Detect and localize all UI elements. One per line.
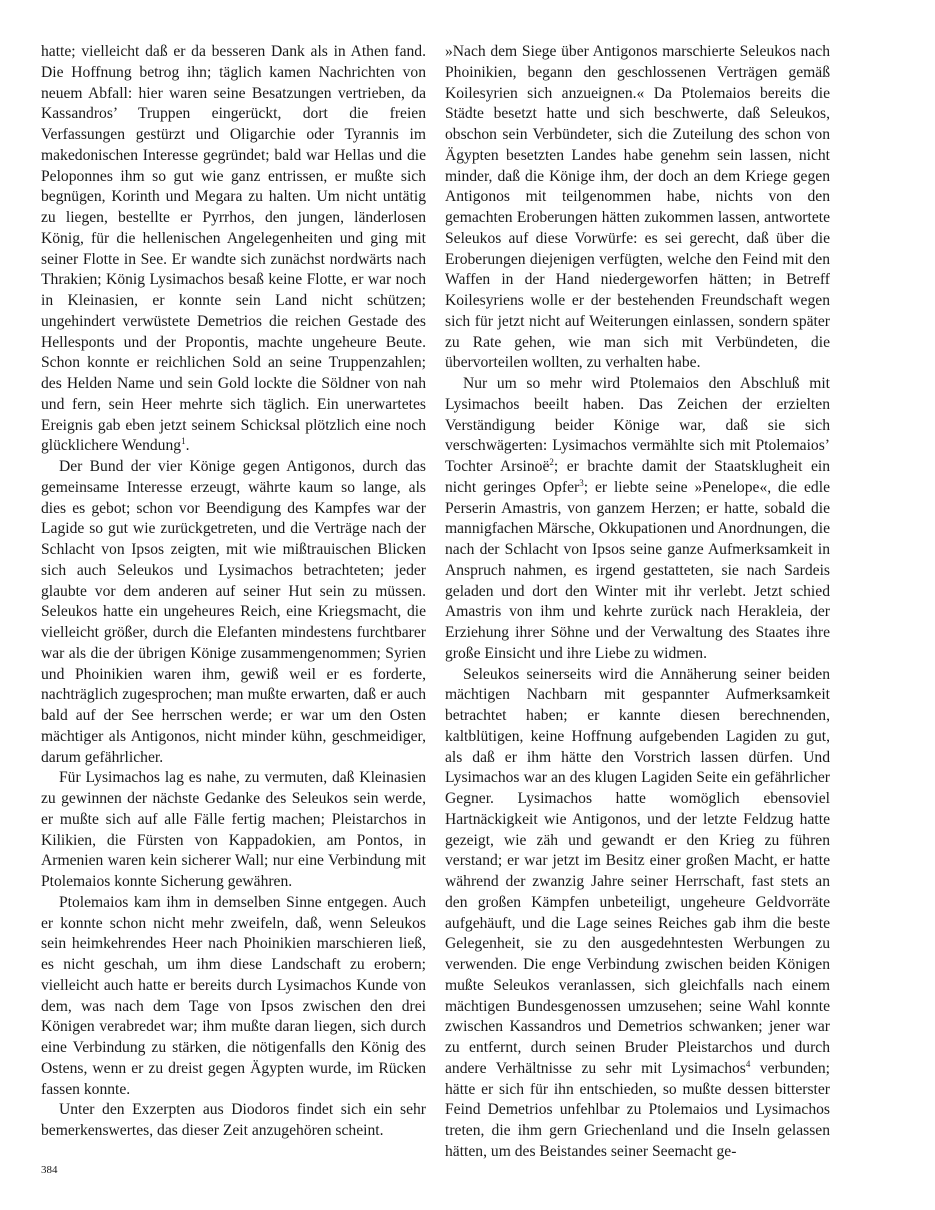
right-text-column — [445, 42, 830, 1163]
paragraph: Unter den Exzerpten aus Diodoros findet sich ein sehr bemerkenswertes, das dieser Zeit anzugehören scheint. — [41, 1101, 426, 1139]
paragraph: »Nach dem Siege über Antigonos marschierte Seleukos nach Phoinikien, begann den geschlossenen Verträgen gemäß Koilesyrien sich anzueignen.« Da Ptolemaios bereits die Städte besetzt hatte und sich beschwerte, daß Seleukos, obschon sein Verbündeter, sich die Zuteilung des schon von Ägypten besetzten Landes habe genehm sein lassen, nicht minder, daß die Könige ihm, der doch an dem Kriege gegen Antigonos mit teilgenommen habe, nichts von den gemachten Eroberungen hätten zukommen lassen, antwortete Seleukos auf diese Vorwürfe: es sei gerecht, daß über die Eroberungen diejenigen verfügten, welche den Feind mit den Waffen in der Hand niedergeworfen hätten; in Betreff Koilesyriens wolle er der bestehenden Freundschaft wegen sich für jetzt nicht auf Weiterungen einlassen, sondern später zu Rate gehen, wie man sich mit Verbündeten, die übervorteilen wollten, zu verhalten habe. — [445, 43, 830, 372]
paragraph: Seleukos seinerseits wird die Annäherung seiner beiden mächtigen Nachbarn mit gespannter Aufmerksamkeit betrachtet haben; er kannte diesen berechnenden, kaltblütigen, keine Hoffnung aufgebenden Lagiden zu gut, als daß er ihm hätte den Vorstrich lassen dürfen. Und Lysimachos war an des klugen Lagiden Seite ein gefährlicher Gegner. Lysimachos hatte womöglich ebensoviel Hartnäckigkeit wie Antigonos, und der letzte Feldzug hatte gezeigt, wie zäh und gewandt er den Krieg zu führen verstand; er war jetzt im Besitz einer großen Macht, er hatte während der zwanzig Jahre seiner Herrschaft, fast stets an den großen Kämpfen unbeteiligt, ungeheure Geldvorräte aufgehäuft, und die Lage seines Reiches gab ihm die beste Gelegenheit, sie zu den ausgedehntesten Werbungen zu verwenden. Die enge Verbindung zwischen beiden Königen mußte Seleukos veranlassen, sich gleichfalls nach einem mächtigen Bundesgenossen umzusehen; seine Wahl konnte zwischen Kassandros und Demetrios schwanken; jener war zu entfernt, durch seinen Bruder Pleistarchos und durch andere Verhältnisse zu sehr mit Lysimachos$^4$ verbunden; hätte er sich für ihn entschieden, so mußte dessen bitterster Feind Demetrios unfehlbar zu Ptolemaios und Lysimachos treten, die ihm gern Griechenland und die Inseln gelassen hätten, um des Beistandes seiner Seemacht ge- — [445, 665, 830, 1160]
paragraph: Ptolemaios kam ihm in demselben Sinne entgegen. Auch er konnte schon nicht mehr zweifeln, daß, wenn Seleukos sein heimkehrendes Heer nach Phoinikien marschieren ließ, es nicht geschah, um ihm diese Landschaft zu erobern; vielleicht auch hatte er bereits durch Lysimachos Kunde von dem, was nach dem Tage von Ipsos zwischen den drei Königen verabredet war; ihm mußte daran liegen, sich durch eine Verbindung zu stärken, die nötigenfalls den König des Ostens, wenn er zu dreist gegen Ägypten wurde, im Rücken fassen konnte. — [41, 893, 426, 1098]
page-number: 384 — [41, 1164, 58, 1176]
paragraph: Nur um so mehr wird Ptolemaios den Abschluß mit Lysimachos beeilt haben. Das Zeichen der erzielten Verständigung beider Könige war, daß sie sich verschwägerten: Lysimachos vermählte sich mit Ptolemaios’ Tochter Arsinoë$^2$; er brachte damit der Staatsklugheit ein nicht geringes Opfer$^3$; er liebte seine »Penelope«, die edle Perserin Amastris, von ganzem Herzen; er hatte, sobald die mannigfachen Märsche, Okkupationen und Anordnungen, die nach der Schlacht von Ipsos seine ganze Aufmerksamkeit in Anspruch nahmen, es irgend gestatteten, sie nach Sardeis geladen und dort den Winter mit ihr verlebt. Jetzt schied Amastris von ihm und kehrte zurück nach Herakleia, der Erziehung ihrer Söhne und der Verwaltung des Staates ihre große Einsicht und ihre Liebe zu widmen. — [445, 375, 830, 662]
footnote-ref: 1 — [181, 436, 186, 447]
paragraph: Für Lysimachos lag es nahe, zu vermuten, daß Kleinasien zu gewinnen der nächste Gedanke des Seleukos sein werde, er mußte sich auf alle Fälle fertig machen; Pleistarchos in Kilikien, die Fürsten von Kappadokien, am Pontos, in Armenien waren kein sicherer Wall; nur eine Verbindung mit Ptolemaios konnte Sicherung gewähren. — [41, 769, 426, 890]
footnote-ref: 4 — [745, 1058, 751, 1069]
footnote-ref: 3 — [579, 477, 584, 488]
paragraph: Der Bund der vier Könige gegen Antigonos, durch das gemeinsame Interesse erzeugt, währte kaum so lange, als dies es gebot; schon vor Beendigung des Kampfes war der Lagide so gut wie zurückgetreten, und die Verträge nach der Schlacht von Ipsos zeigten, mit wie mißtrauischen Blicken sich auch Seleukos und Lysimachos betrachteten; jeder glaubte vor dem anderen auf seiner Hut sein zu müssen. Seleukos hatte ein ungeheures Reich, eine Kriegsmacht, die vielleicht größer, durch die Elefanten mindestens furchtbarer war als die der übrigen Könige zusammengenommen; Syrien und Phoinikien waren ihm, gewiß weil er es forderte, nachträglich zugesprochen; man mußte erwarten, daß er auch bald auf der See herrschen werde; er war um den Osten mächtiger als Antigonos, nicht minder kühn, geschmeidiger, darum gefährlicher. — [41, 458, 426, 766]
paragraph: hatte; vielleicht daß er da besseren Dank als in Athen fand. Die Hoffnung betrog ihn; täglich kamen Nachrichten von neuem Abfall: hier waren seine Besatzungen vertrieben, da Kassandros’ Truppen eingerückt, dort die freien Verfassungen gestürzt und Oligarchie oder Tyrannis im makedonischen Interesse gegründet; bald war Hellas und die Peloponnes ihm so gut wie ganz entrissen, er mußte sich begnügen, Korinth und Megara zu halten. Um nicht untätig zu liegen, bestellte er Pyrrhos, den jungen, länderlosen König, für die hellenischen Angelegenheiten und ging mit seiner Flotte in See. Er wandte sich zunächst nordwärts nach Thrakien; König Lysimachos besaß keine Flotte, er war noch in Kleinasien, er konnte sein Land nicht schützen; ungehindert verwüstete Demetrios die reichen Gestade des Hellesponts und der Propontis, machte ungeheure Beute. Schon konnte er reichlichen Sold an seine Truppenzahlen; des Helden Name und sein Gold lockte die Söldner von nah und fern, sein Heer mehrte sich täglich. Ein unerwartetes Ereignis gab eben jetzt seinem Schicksal plötzlich eine noch glücklichere Wendung$^1$. — [41, 43, 426, 455]
left-text-column — [41, 42, 426, 1142]
footnote-ref: 2 — [549, 456, 554, 467]
